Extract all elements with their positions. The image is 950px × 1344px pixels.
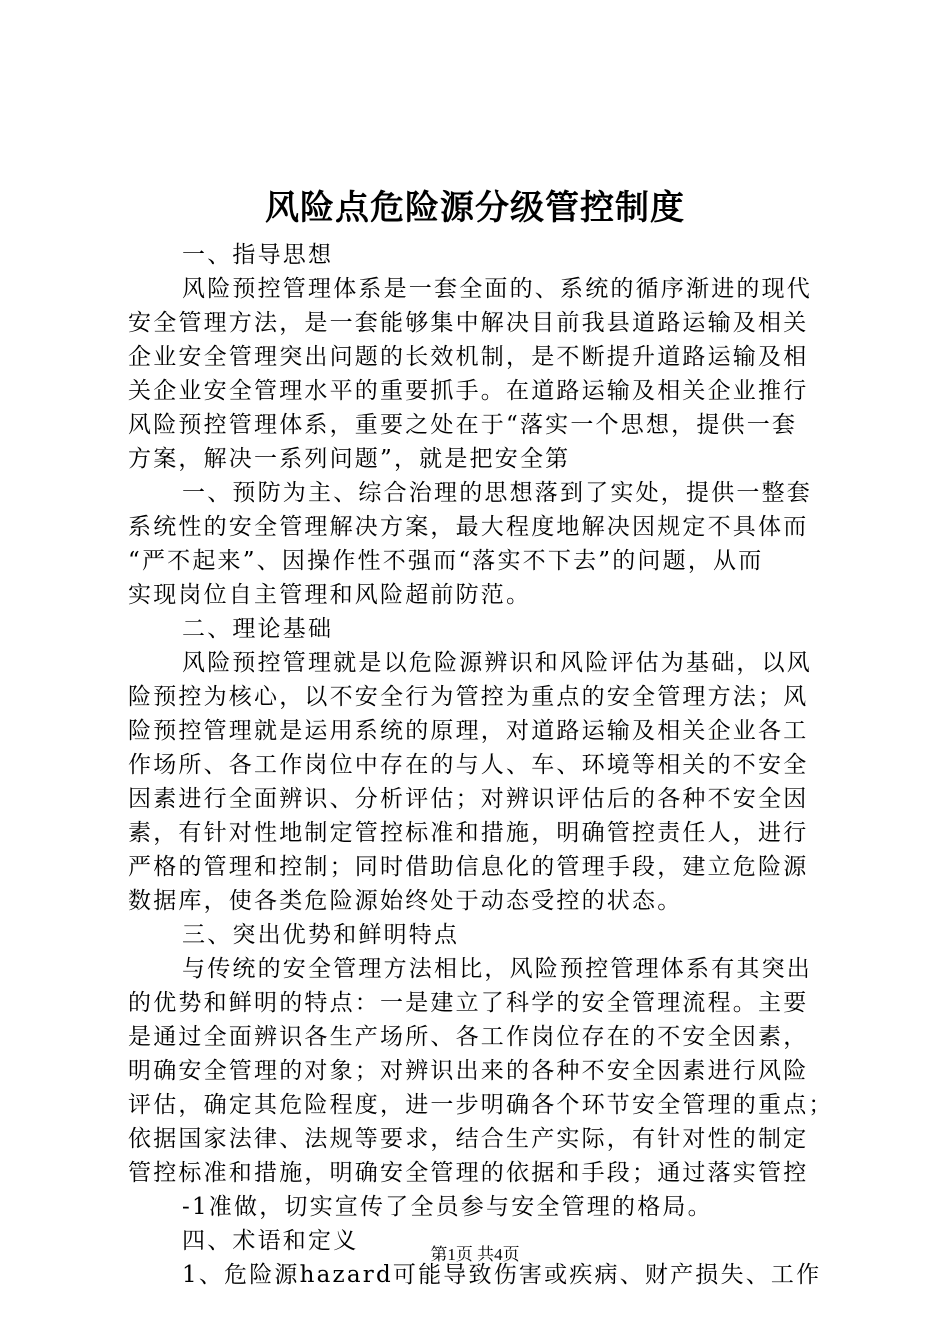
body-line: 一、指导思想 bbox=[182, 242, 334, 268]
body-line: 风险预控管理体系，重要之处在于“落实一个思想，提供一套 bbox=[128, 412, 798, 438]
body-line: 方案，解决一系列问题”，就是把安全第 bbox=[128, 446, 571, 472]
body-line: 依据国家法律、法规等要求，结合生产实际，有针对性的制定 bbox=[128, 1126, 809, 1152]
body-line: 的优势和鲜明的特点：一是建立了科学的安全管理流程。主要 bbox=[128, 990, 809, 1016]
document-body bbox=[128, 238, 840, 1292]
document-title: 风险点危险源分级管控制度 bbox=[265, 188, 685, 228]
body-line: 因素进行全面辨识、分析评估；对辨识评估后的各种不安全因 bbox=[128, 786, 809, 812]
body-line: 关企业安全管理水平的重要抓手。在道路运输及相关企业推行 bbox=[128, 378, 809, 404]
body-line: 系统性的安全管理解决方案，最大程度地解决因规定不具体而 bbox=[128, 514, 809, 540]
body-line: 是通过全面辨识各生产场所、各工作岗位存在的不安全因素， bbox=[128, 1024, 809, 1050]
body-line: 二、理论基础 bbox=[182, 616, 334, 642]
body-line: 作场所、各工作岗位中存在的与人、车、环境等相关的不安全 bbox=[128, 752, 809, 778]
body-line: 实现岗位自主管理和风险超前防范。 bbox=[128, 582, 532, 608]
body-line: 三、突出优势和鲜明特点 bbox=[182, 922, 460, 948]
body-line: 风险预控管理体系是一套全面的、系统的循序渐进的现代 bbox=[182, 276, 812, 302]
body-line: 一、预防为主、综合治理的思想落到了实处，提供一整套 bbox=[182, 480, 812, 506]
body-line: 数据库，使各类危险源始终处于动态受控的状态。 bbox=[128, 888, 683, 914]
page-footer: 第1页 共4页 bbox=[430, 1245, 520, 1264]
body-line: “严不起来”、因操作性不强而“落实不下去”的问题，从而 bbox=[128, 548, 764, 574]
body-line: 1、危险源hazard可能导致伤害或疾病、财产损失、工作 bbox=[182, 1262, 822, 1288]
body-line: 风险预控管理就是以危险源辨识和风险评估为基础，以风 bbox=[182, 650, 812, 676]
body-line: -1准做，切实宣传了全员参与安全管理的格局。 bbox=[182, 1194, 713, 1220]
body-line: 严格的管理和控制；同时借助信息化的管理手段，建立危险源 bbox=[128, 854, 809, 880]
body-line: 与传统的安全管理方法相比，风险预控管理体系有其突出 bbox=[182, 956, 812, 982]
body-line: 安全管理方法，是一套能够集中解决目前我县道路运输及相关 bbox=[128, 310, 809, 336]
body-line: 险预控管理就是运用系统的原理，对道路运输及相关企业各工 bbox=[128, 718, 809, 744]
body-line: 四、术语和定义 bbox=[182, 1228, 359, 1254]
body-line: 企业安全管理突出问题的长效机制，是不断提升道路运输及相 bbox=[128, 344, 809, 370]
body-line: 素，有针对性地制定管控标准和措施，明确管控责任人，进行 bbox=[128, 820, 809, 846]
body-line: 明确安全管理的对象；对辨识出来的各种不安全因素进行风险 bbox=[128, 1058, 809, 1084]
body-line: 评估，确定其危险程度，进一步明确各个环节安全管理的重点； bbox=[128, 1092, 834, 1118]
body-line: 险预控为核心，以不安全行为管控为重点的安全管理方法；风 bbox=[128, 684, 809, 710]
body-line: 管控标准和措施，明确安全管理的依据和手段；通过落实管控 bbox=[128, 1160, 809, 1186]
